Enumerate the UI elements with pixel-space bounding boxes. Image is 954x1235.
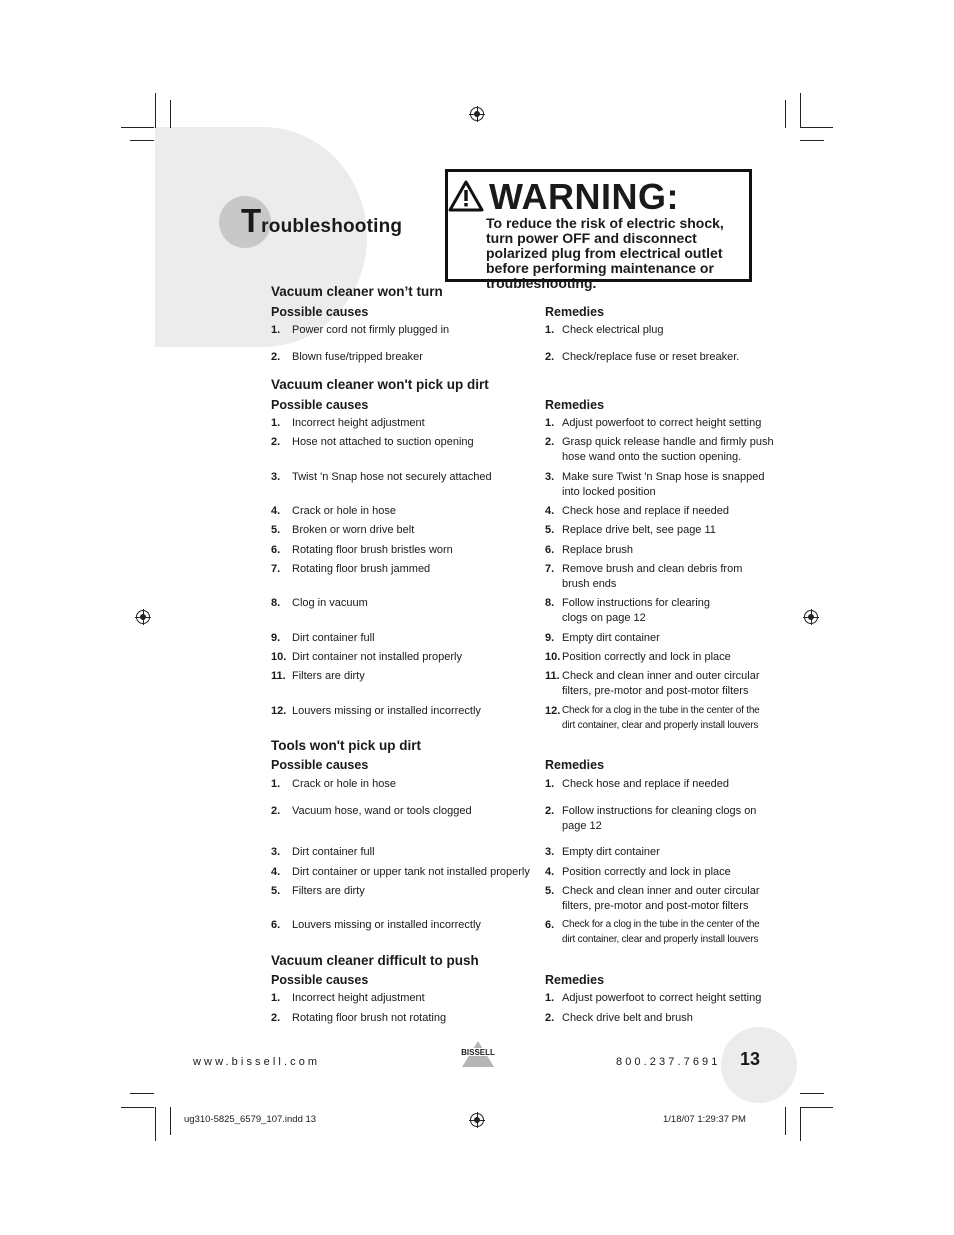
crop-mark-line bbox=[170, 100, 171, 128]
cause-number: 3. bbox=[271, 846, 281, 858]
cause-number: 12. bbox=[271, 705, 287, 717]
cause-number: 4. bbox=[271, 866, 281, 878]
remedy-text: Check drive belt and brush bbox=[562, 1012, 693, 1024]
remedies-header: Remedies bbox=[545, 973, 605, 987]
remedy-text: Check and clean inner and outer circular bbox=[562, 670, 760, 682]
cause-text: Crack or hole in hose bbox=[292, 505, 396, 517]
remedy-number: 3. bbox=[545, 846, 555, 858]
remedy-text: brush ends bbox=[562, 578, 617, 590]
cause-number: 6. bbox=[271, 544, 281, 556]
causes-header: Possible causes bbox=[271, 973, 369, 987]
remedy-number: 10. bbox=[545, 651, 561, 663]
remedy-text: Check hose and replace if needed bbox=[562, 778, 729, 790]
remedy-text: Check and clean inner and outer circular bbox=[562, 885, 760, 897]
crop-mark-line bbox=[121, 127, 154, 128]
warning-text: To reduce the risk of electric shock, turn power OFF and disconnect polarized plug from electrical outlet before performing maintenance or troubleshooting. bbox=[486, 215, 724, 291]
cause-text: Broken or worn drive belt bbox=[292, 524, 415, 536]
registration-mark-icon bbox=[804, 610, 818, 624]
cause-text: Blown fuse/tripped breaker bbox=[292, 351, 423, 363]
remedy-number: 1. bbox=[545, 778, 555, 790]
crop-mark-line bbox=[785, 100, 786, 128]
remedy-text: filters, pre-motor and post-motor filters bbox=[562, 685, 749, 697]
remedy-text: Grasp quick release handle and firmly push bbox=[562, 436, 774, 448]
remedy-number: 6. bbox=[545, 544, 555, 556]
page-title-rest: roubleshooting bbox=[261, 216, 403, 237]
cause-number: 7. bbox=[271, 563, 281, 575]
registration-mark-icon bbox=[136, 610, 150, 624]
remedy-text: filters, pre-motor and post-motor filters bbox=[562, 900, 749, 912]
cause-text: Dirt container or upper tank not installed properly bbox=[292, 866, 530, 878]
bissell-logo-text: BISSELL bbox=[461, 1048, 495, 1057]
causes-header: Possible causes bbox=[271, 305, 369, 319]
remedy-number: 1. bbox=[545, 992, 555, 1004]
remedy-text: Make sure Twist 'n Snap hose is snapped bbox=[562, 471, 765, 483]
warning-triangle-icon bbox=[448, 180, 484, 212]
remedy-number: 9. bbox=[545, 632, 555, 644]
remedy-text: dirt container, clear and properly install louvers bbox=[562, 720, 759, 731]
remedy-number: 5. bbox=[545, 885, 555, 897]
remedy-text: Follow instructions for clearing bbox=[562, 597, 710, 609]
cause-text: Incorrect height adjustment bbox=[292, 417, 425, 429]
remedy-text: Check for a clog in the tube in the center of the bbox=[562, 919, 760, 930]
remedy-number: 2. bbox=[545, 351, 555, 363]
remedy-number: 8. bbox=[545, 597, 555, 609]
bissell-logo-icon bbox=[460, 1040, 496, 1068]
crop-mark-line bbox=[130, 1093, 154, 1094]
cause-number: 6. bbox=[271, 919, 281, 931]
cause-number: 1. bbox=[271, 992, 281, 1004]
cause-number: 11. bbox=[271, 670, 286, 682]
remedy-text: clogs on page 12 bbox=[562, 612, 646, 624]
remedy-text: Check for a clog in the tube in the center of the bbox=[562, 705, 760, 716]
warning-title: WARNING: bbox=[489, 176, 679, 217]
remedy-text: Position correctly and lock in place bbox=[562, 866, 731, 878]
file-slug: ug310-5825_6579_107.indd 13 bbox=[184, 1114, 317, 1125]
remedies-header: Remedies bbox=[545, 305, 605, 319]
remedy-text: Adjust powerfoot to correct height setting bbox=[562, 992, 762, 1004]
remedies-header: Remedies bbox=[545, 758, 605, 772]
remedy-text: Adjust powerfoot to correct height setting bbox=[562, 417, 762, 429]
cause-number: 5. bbox=[271, 524, 281, 536]
cause-text: Dirt container full bbox=[292, 632, 375, 644]
footer-phone: 800.237.7691 bbox=[616, 1056, 721, 1068]
remedies-header: Remedies bbox=[545, 398, 605, 412]
crop-mark-line bbox=[121, 1107, 154, 1108]
footer-website: www.bissell.com bbox=[193, 1056, 321, 1068]
cause-text: Filters are dirty bbox=[292, 885, 365, 897]
cause-number: 2. bbox=[271, 351, 281, 363]
remedy-text: Position correctly and lock in place bbox=[562, 651, 731, 663]
section-title: Vacuum cleaner won't pick up dirt bbox=[271, 377, 489, 392]
crop-mark-line bbox=[800, 1107, 833, 1108]
section-title: Tools won't pick up dirt bbox=[271, 738, 421, 753]
cause-text: Incorrect height adjustment bbox=[292, 992, 425, 1004]
remedy-text: into locked position bbox=[562, 486, 656, 498]
cause-number: 8. bbox=[271, 597, 281, 609]
remedy-number: 2. bbox=[545, 1012, 555, 1024]
crop-mark-line bbox=[130, 140, 154, 141]
cause-text: Crack or hole in hose bbox=[292, 778, 396, 790]
cause-number: 10. bbox=[271, 651, 287, 663]
causes-header: Possible causes bbox=[271, 758, 369, 772]
cause-text: Louvers missing or installed incorrectly bbox=[292, 919, 481, 931]
remedy-number: 4. bbox=[545, 866, 555, 878]
section-title: Vacuum cleaner difficult to push bbox=[271, 953, 479, 968]
remedy-text: Empty dirt container bbox=[562, 632, 660, 644]
remedy-text: Check electrical plug bbox=[562, 324, 664, 336]
remedy-text: Check/replace fuse or reset breaker. bbox=[562, 351, 740, 363]
remedy-text: Follow instructions for cleaning clogs on bbox=[562, 805, 757, 817]
cause-text: Dirt container not installed properly bbox=[292, 651, 462, 663]
cause-text: Rotating floor brush jammed bbox=[292, 563, 431, 575]
cause-text: Clog in vacuum bbox=[292, 597, 368, 609]
remedy-number: 6. bbox=[545, 919, 555, 931]
remedy-text: Replace brush bbox=[562, 544, 633, 556]
remedy-text: Remove brush and clean debris from bbox=[562, 563, 743, 575]
cause-number: 2. bbox=[271, 1012, 281, 1024]
remedy-number: 3. bbox=[545, 471, 555, 483]
crop-mark-line bbox=[800, 140, 824, 141]
crop-mark-line bbox=[800, 127, 833, 128]
cause-text: Dirt container full bbox=[292, 846, 375, 858]
cause-text: Filters are dirty bbox=[292, 670, 365, 682]
cause-text: Twist 'n Snap hose not securely attached bbox=[292, 471, 492, 483]
crop-mark-line bbox=[155, 93, 156, 128]
cause-text: Rotating floor brush not rotating bbox=[292, 1012, 447, 1024]
remedy-number: 2. bbox=[545, 436, 555, 448]
crop-mark-line bbox=[800, 1093, 824, 1094]
causes-header: Possible causes bbox=[271, 398, 369, 412]
remedy-number: 2. bbox=[545, 805, 555, 817]
crop-mark-line bbox=[800, 1107, 801, 1141]
cause-text: Rotating floor brush bristles worn bbox=[292, 544, 453, 556]
remedy-text: hose wand onto the suction opening. bbox=[562, 451, 742, 463]
remedy-number: 5. bbox=[545, 524, 555, 536]
page-number: 13 bbox=[740, 1049, 761, 1069]
cause-text: Vacuum hose, wand or tools clogged bbox=[292, 805, 472, 817]
remedy-number: 1. bbox=[545, 417, 555, 429]
page-title bbox=[241, 202, 402, 240]
remedy-text: Check hose and replace if needed bbox=[562, 505, 729, 517]
remedy-number: 11. bbox=[545, 670, 560, 682]
cause-text: Louvers missing or installed incorrectly bbox=[292, 705, 481, 717]
cause-number: 1. bbox=[271, 417, 281, 429]
section-title: Vacuum cleaner won’t turn bbox=[271, 284, 443, 299]
remedy-number: 7. bbox=[545, 563, 555, 575]
print-timestamp: 1/18/07 1:29:37 PM bbox=[663, 1114, 746, 1125]
cause-number: 1. bbox=[271, 778, 281, 790]
remedy-text: dirt container, clear and properly install louvers bbox=[562, 934, 759, 945]
remedy-number: 1. bbox=[545, 324, 555, 336]
cause-number: 2. bbox=[271, 805, 281, 817]
remedy-text: Replace drive belt, see page 11 bbox=[562, 524, 716, 536]
remedy-text: page 12 bbox=[562, 820, 602, 832]
registration-mark-icon bbox=[470, 1113, 484, 1127]
cause-number: 5. bbox=[271, 885, 281, 897]
crop-mark-line bbox=[155, 1107, 156, 1141]
registration-mark-icon bbox=[470, 107, 484, 121]
cause-number: 2. bbox=[271, 436, 281, 448]
remedy-text: Empty dirt container bbox=[562, 846, 660, 858]
page-title-initial: T bbox=[241, 202, 262, 239]
remedy-number: 4. bbox=[545, 505, 555, 517]
cause-number: 4. bbox=[271, 505, 281, 517]
crop-mark-line bbox=[170, 1107, 171, 1135]
cause-number: 3. bbox=[271, 471, 281, 483]
cause-number: 9. bbox=[271, 632, 281, 644]
crop-mark-line bbox=[785, 1107, 786, 1135]
remedy-number: 12. bbox=[545, 705, 561, 717]
cause-text: Power cord not firmly plugged in bbox=[292, 324, 450, 336]
cause-number: 1. bbox=[271, 324, 281, 336]
crop-mark-line bbox=[800, 93, 801, 128]
cause-text: Hose not attached to suction opening bbox=[292, 436, 474, 448]
